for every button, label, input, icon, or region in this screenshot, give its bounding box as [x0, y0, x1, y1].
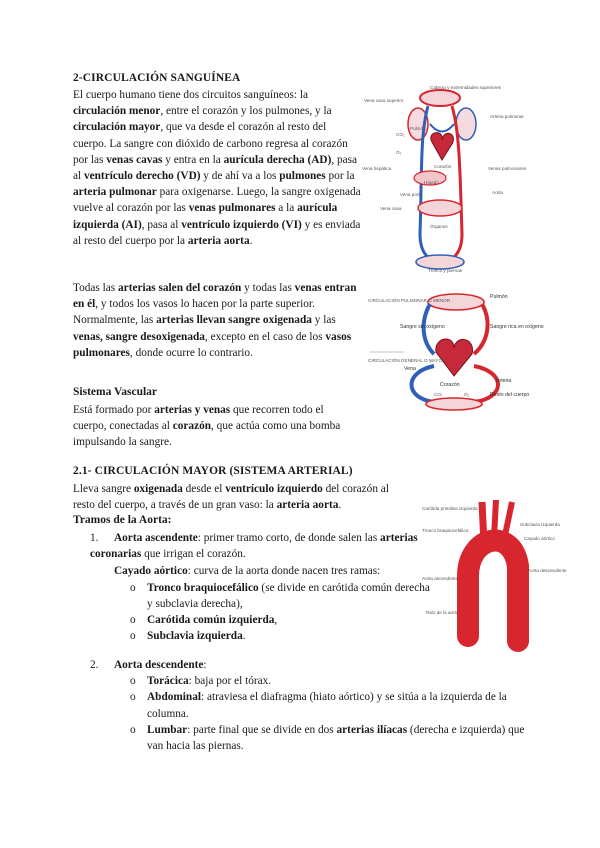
- aorta-descendente-text: Aorta descendente:: [114, 659, 207, 671]
- figure-cayado-aortico: [420, 496, 567, 646]
- fig1-label-venas-pulmonares: Venas pulmonares: [488, 166, 527, 171]
- bullet-marker: o: [130, 630, 136, 643]
- fig3-label-tronco: Tronco braquiocefálico: [422, 528, 469, 533]
- pulmonary-vessel: [430, 124, 454, 132]
- circulation-comparison-svg: [364, 292, 544, 412]
- bullet-text: Carótida común izquierda,: [147, 614, 278, 627]
- fig3-label-raiz-aorta: Raíz de la aorta: [426, 610, 459, 615]
- aorta-arch-svg: [420, 496, 567, 646]
- bullet-subclavia-izquierda: [90, 628, 430, 644]
- paragraph-sistema-vascular: Está formado por arterias y venas que recorren todo el cuerpo, conectadas al corazón, que actúa como una bomba impulsando la sangre.: [73, 404, 341, 449]
- circulation-diagram-svg: [360, 84, 527, 274]
- fig2-label-pulmon: Pulmón: [490, 294, 508, 300]
- pulmonary-artery-right: [474, 304, 488, 354]
- tramos-list: [90, 530, 430, 644]
- bullet-abdominal: [90, 689, 530, 721]
- paragraph-circuitos: El cuerpo humano tiene dos circuitos sanguíneos: la circulación menor, entre el corazón y los pulmones, y la circulación mayor, que va desde el corazón al resto del cuerpo. La sangre con dióxido de carbono regresa al corazón por las venas cavas y entra en la aurícula derecha (AD), pasa al ventrículo derecho (VD) y de ahí va a los pulmones por la arteria pulmonar para oxigenarse. Luego, la sangre oxigenada vuelve al corazón por las venas pulmonares a la aurícula izquierda (AI), pasa al ventrículo izquierdo (VI) y es enviada al resto del cuerpo por la arteria aorta.: [73, 89, 361, 247]
- fig1-label-organos: Órganos: [430, 224, 448, 229]
- list-number: 2.: [90, 659, 99, 671]
- fig1-label-higado: Hígado: [424, 180, 439, 185]
- carotida-izquierda-vessel: [494, 500, 496, 538]
- bullet-marker: o: [130, 581, 136, 594]
- fig2-label-circulacion-general: CIRCULACIÓN GENERAL O MAYOR: [368, 358, 446, 363]
- fig1-label-o2: O₂: [396, 150, 402, 155]
- aorta-ascendente-text: Aorta ascendente: primer tramo corto, de donde salen las arterias coronarias que irrigan el corazón.: [90, 532, 418, 561]
- paragraph-circulacion-mayor: Lleva sangre oxigenada desde el ventrículo izquierdo del corazón al resto del cuerpo, a través de un gran vaso: la arteria aorta.: [73, 483, 389, 512]
- bullet-carotida-comun-izquierda: [90, 612, 430, 628]
- fig1-label-vena-hepatica: Vena hepática: [362, 166, 392, 171]
- bullet-tronco-braquiocefalico: [90, 580, 430, 612]
- fig3-label-carotida: Carótida primitiva izquierda: [422, 506, 478, 511]
- bullet-lumbar: [90, 722, 530, 754]
- cayado-aortico-text: Cayado aórtico: curva de la aorta donde nacen tres ramas:: [114, 565, 381, 578]
- tramos-list-2: [90, 657, 530, 754]
- head-capillaries: [420, 90, 460, 106]
- fig3-label-aorta-ascendente: Aorta ascendente: [422, 576, 459, 581]
- fig2-label-vena: Vena: [404, 366, 416, 372]
- figure-circulacion-pulmonar-general: [364, 292, 544, 412]
- bullet-marker: o: [130, 691, 136, 704]
- fig2-label-sangre-rica-oxigeno: Sangre rica en oxígeno: [490, 324, 544, 330]
- section-title-circulacion: 2-CIRCULACIÓN SANGUÍNEA: [73, 72, 241, 84]
- bullet-text: Abdominal: atraviesa el diafragma (hiato aórtico) y se sitúa a la izquierda de la columna.: [147, 691, 507, 720]
- fig2-label-corazon: Corazón: [440, 382, 460, 388]
- body-capillaries: [426, 398, 482, 410]
- fig1-label-co2: CO₂: [396, 132, 405, 137]
- fig1-label-vena-cava-superior: Vena cava superior: [364, 98, 404, 103]
- bullet-text: Tronco braquiocefálico (se divide en carótida común derecha y subclavia derecha),: [147, 581, 430, 610]
- fig2-label-co2: CO₂: [434, 392, 443, 397]
- list-number: 1.: [90, 532, 99, 544]
- list-item-aorta-ascendente: [90, 530, 430, 644]
- fig1-label-tronco-piernas: Tronco y piernas: [428, 268, 463, 273]
- fig1-label-vena-cava: Vena cava: [380, 206, 402, 211]
- bullet-text: Lumbar: parte final que se divide en dos arterias ilíacas (derecha e izquierda) que van hacia las piernas.: [147, 723, 525, 753]
- fig2-label-resto-cuerpo: Resto del cuerpo: [490, 392, 530, 398]
- fig3-label-aorta-descendente: Aorta descendente: [528, 568, 567, 573]
- heart-shape: [431, 133, 454, 160]
- fig3-label-subclavia: Subclavia izquierda: [520, 522, 560, 527]
- fig1-label-cabeza: Cabeza y extremidades superiores: [430, 85, 501, 90]
- list-item-aorta-descendente: [90, 657, 530, 754]
- fig1-label-arteria-pulmonar: Arteria pulmonar: [490, 114, 524, 119]
- subtitle-tramos-aorta: Tramos de la Aorta:: [73, 514, 172, 526]
- fig1-label-corazon: Corazón: [434, 164, 452, 169]
- section-title-circulacion-mayor: 2.1- CIRCULACIÓN MAYOR (SISTEMA ARTERIAL): [73, 465, 353, 477]
- fig1-label-vena-porta: Vena porta: [400, 192, 423, 197]
- bullet-marker: o: [130, 675, 136, 688]
- bullet-toracica: [90, 673, 530, 689]
- figure-circulacion-diagrama: [360, 84, 527, 274]
- fig1-label-pulmon: Pulmón: [410, 126, 426, 131]
- aorta-arch-shape: [468, 541, 518, 641]
- fig2-label-arteria: Arteria: [496, 378, 512, 384]
- fig2-label-sangre-sin-oxigeno: Sangre sin oxígeno: [400, 324, 445, 330]
- organs-capillaries: [418, 200, 462, 216]
- paragraph-arterias-venas: Todas las arterias salen del corazón y todas las venas entran en él, y todos los vasos lo hacen por la parte superior. Normalmente, las arterias llevan sangre oxigenada y las venas, sangre desoxigenada, excepto en el caso de los vasos pulmonares, donde ocurre lo contrario.: [73, 282, 357, 359]
- fig2-label-circulacion-pulmonar: CIRCULACIÓN PULMONAR O MENOR: [368, 298, 451, 303]
- lung-right: [456, 108, 476, 140]
- bullet-text: Subclavia izquierda.: [147, 630, 246, 643]
- tronco-braquiocefalico-vessel: [482, 502, 484, 544]
- subtitle-sistema-vascular: Sistema Vascular: [73, 386, 158, 398]
- bullet-marker: o: [130, 614, 136, 627]
- fig3-label-cayado: Cayado aórtico: [524, 536, 555, 541]
- legs-capillaries: [416, 255, 464, 269]
- bullet-marker: o: [130, 723, 136, 736]
- fig2-label-o2: O₂: [464, 392, 470, 397]
- bullet-text: Torácica: baja por el tórax.: [147, 675, 272, 688]
- fig1-label-aorta: Aorta: [492, 190, 503, 195]
